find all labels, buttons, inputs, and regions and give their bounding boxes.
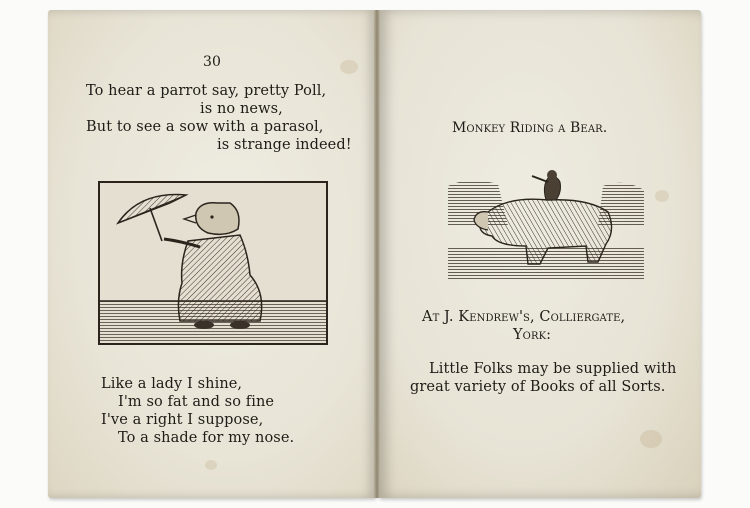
age-spot xyxy=(640,430,662,448)
verse1-line4: is strange indeed! xyxy=(217,137,352,153)
imprint-line2: York: xyxy=(513,327,552,343)
sow-illustration xyxy=(100,183,326,343)
verse1-line1: To hear a parrot say, pretty Poll, xyxy=(86,83,327,99)
verse2-line3: I've a right I suppose, xyxy=(101,412,264,428)
advert-line2: great variety of Books of all Sorts. xyxy=(410,379,666,395)
plate-title: Monkey Riding a Bear. xyxy=(452,120,608,136)
verse2-line4: To a shade for my nose. xyxy=(118,430,295,446)
page-number: 30 xyxy=(203,54,222,70)
verse2-line1: Like a lady I shine, xyxy=(101,376,243,392)
verse2-line2: I'm so fat and so fine xyxy=(118,394,275,410)
book-gutter xyxy=(374,10,380,498)
age-spot xyxy=(655,190,669,202)
woodcut-sow-with-parasol xyxy=(98,181,328,345)
advert-line1: Little Folks may be supplied with xyxy=(429,361,677,377)
monkey-bear-illustration xyxy=(448,166,644,282)
woodcut-monkey-riding-bear xyxy=(448,166,644,282)
verse1-line2: is no news, xyxy=(200,101,283,117)
imprint-line1: At J. Kendrew's, Colliergate, xyxy=(422,309,626,325)
age-spot xyxy=(205,460,217,470)
verse1-line3: But to see a sow with a parasol, xyxy=(86,119,324,135)
age-spot xyxy=(340,60,358,74)
